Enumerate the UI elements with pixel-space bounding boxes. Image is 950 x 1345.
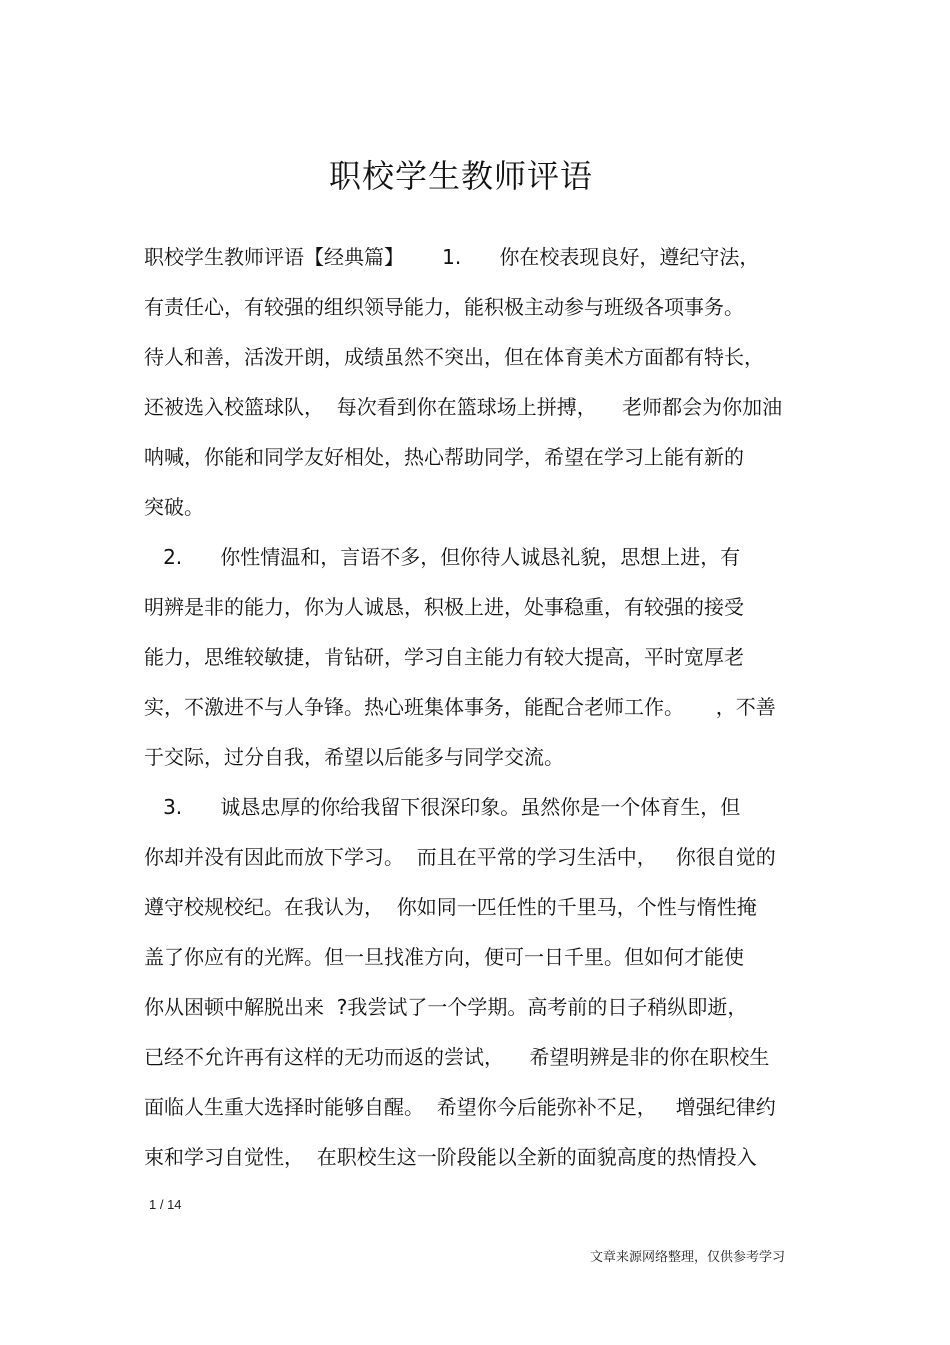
body-line: 待人和善，活泼开朗，成绩虽然不突出，但在体育美术方面都有特长， xyxy=(144,345,764,369)
page-number: 1 / 14 xyxy=(149,1197,182,1212)
body-line: 突破。 xyxy=(144,495,204,519)
body-line: 已经不允许再有这样的无功而返的尝试， 希望明辨是非的你在职校生 xyxy=(144,1045,770,1069)
document-body xyxy=(144,232,804,1182)
body-line: 遵守校规校纪。在我认为， 你如同一匹任性的千里马，个性与惰性掩 xyxy=(144,895,757,919)
body-line: 盖了你应有的光辉。但一旦找准方向，便可一日千里。但如何才能使 xyxy=(144,945,744,969)
body-line: 有责任心，有较强的组织领导能力，能积极主动参与班级各项事务。 xyxy=(144,295,744,319)
body-line: 呐喊，你能和同学友好相处，热心帮助同学，希望在学习上能有新的 xyxy=(144,445,744,469)
body-line: 你从困顿中解脱出来 ?我尝试了一个学期。高考前的日子稍纵即逝， xyxy=(144,995,748,1019)
body-line: 实，不激进不与人争锋。热心班集体事务，能配合老师工作。 ，不善 xyxy=(144,695,776,719)
body-line: 束和学习自觉性， 在职校生这一阶段能以全新的面貌高度的热情投入 xyxy=(144,1145,757,1169)
body-line: 你却并没有因此而放下学习。 而且在平常的学习生活中， 你很自觉的 xyxy=(144,845,776,869)
body-line: 职校学生教师评语【经典篇】 1. 你在校表现良好，遵纪守法， xyxy=(144,245,760,269)
body-line: 还被选入校篮球队， 每次看到你在篮球场上拼搏， 老师都会为你加油 xyxy=(144,395,783,419)
body-line: 2. 你性情温和，言语不多，但你待人诚恳礼貌，思想上进，有 xyxy=(144,545,741,569)
document-title: 职校学生教师评语 xyxy=(328,157,593,195)
body-line: 明辨是非的能力，你为人诚恳，积极上进，处事稳重，有较强的接受 xyxy=(144,595,744,619)
body-line: 于交际，过分自我，希望以后能多与同学交流。 xyxy=(144,745,564,769)
body-line: 能力，思维较敏捷，肯钻研，学习自主能力有较大提高，平时宽厚老 xyxy=(144,645,744,669)
footer-note: 文章来源网络整理，仅供参考学习 xyxy=(590,1250,786,1265)
body-line: 面临人生重大选择时能够自醒。 希望你今后能弥补不足， 增强纪律约 xyxy=(144,1095,776,1119)
body-line: 3. 诚恳忠厚的你给我留下很深印象。虽然你是一个体育生，但 xyxy=(144,795,741,819)
